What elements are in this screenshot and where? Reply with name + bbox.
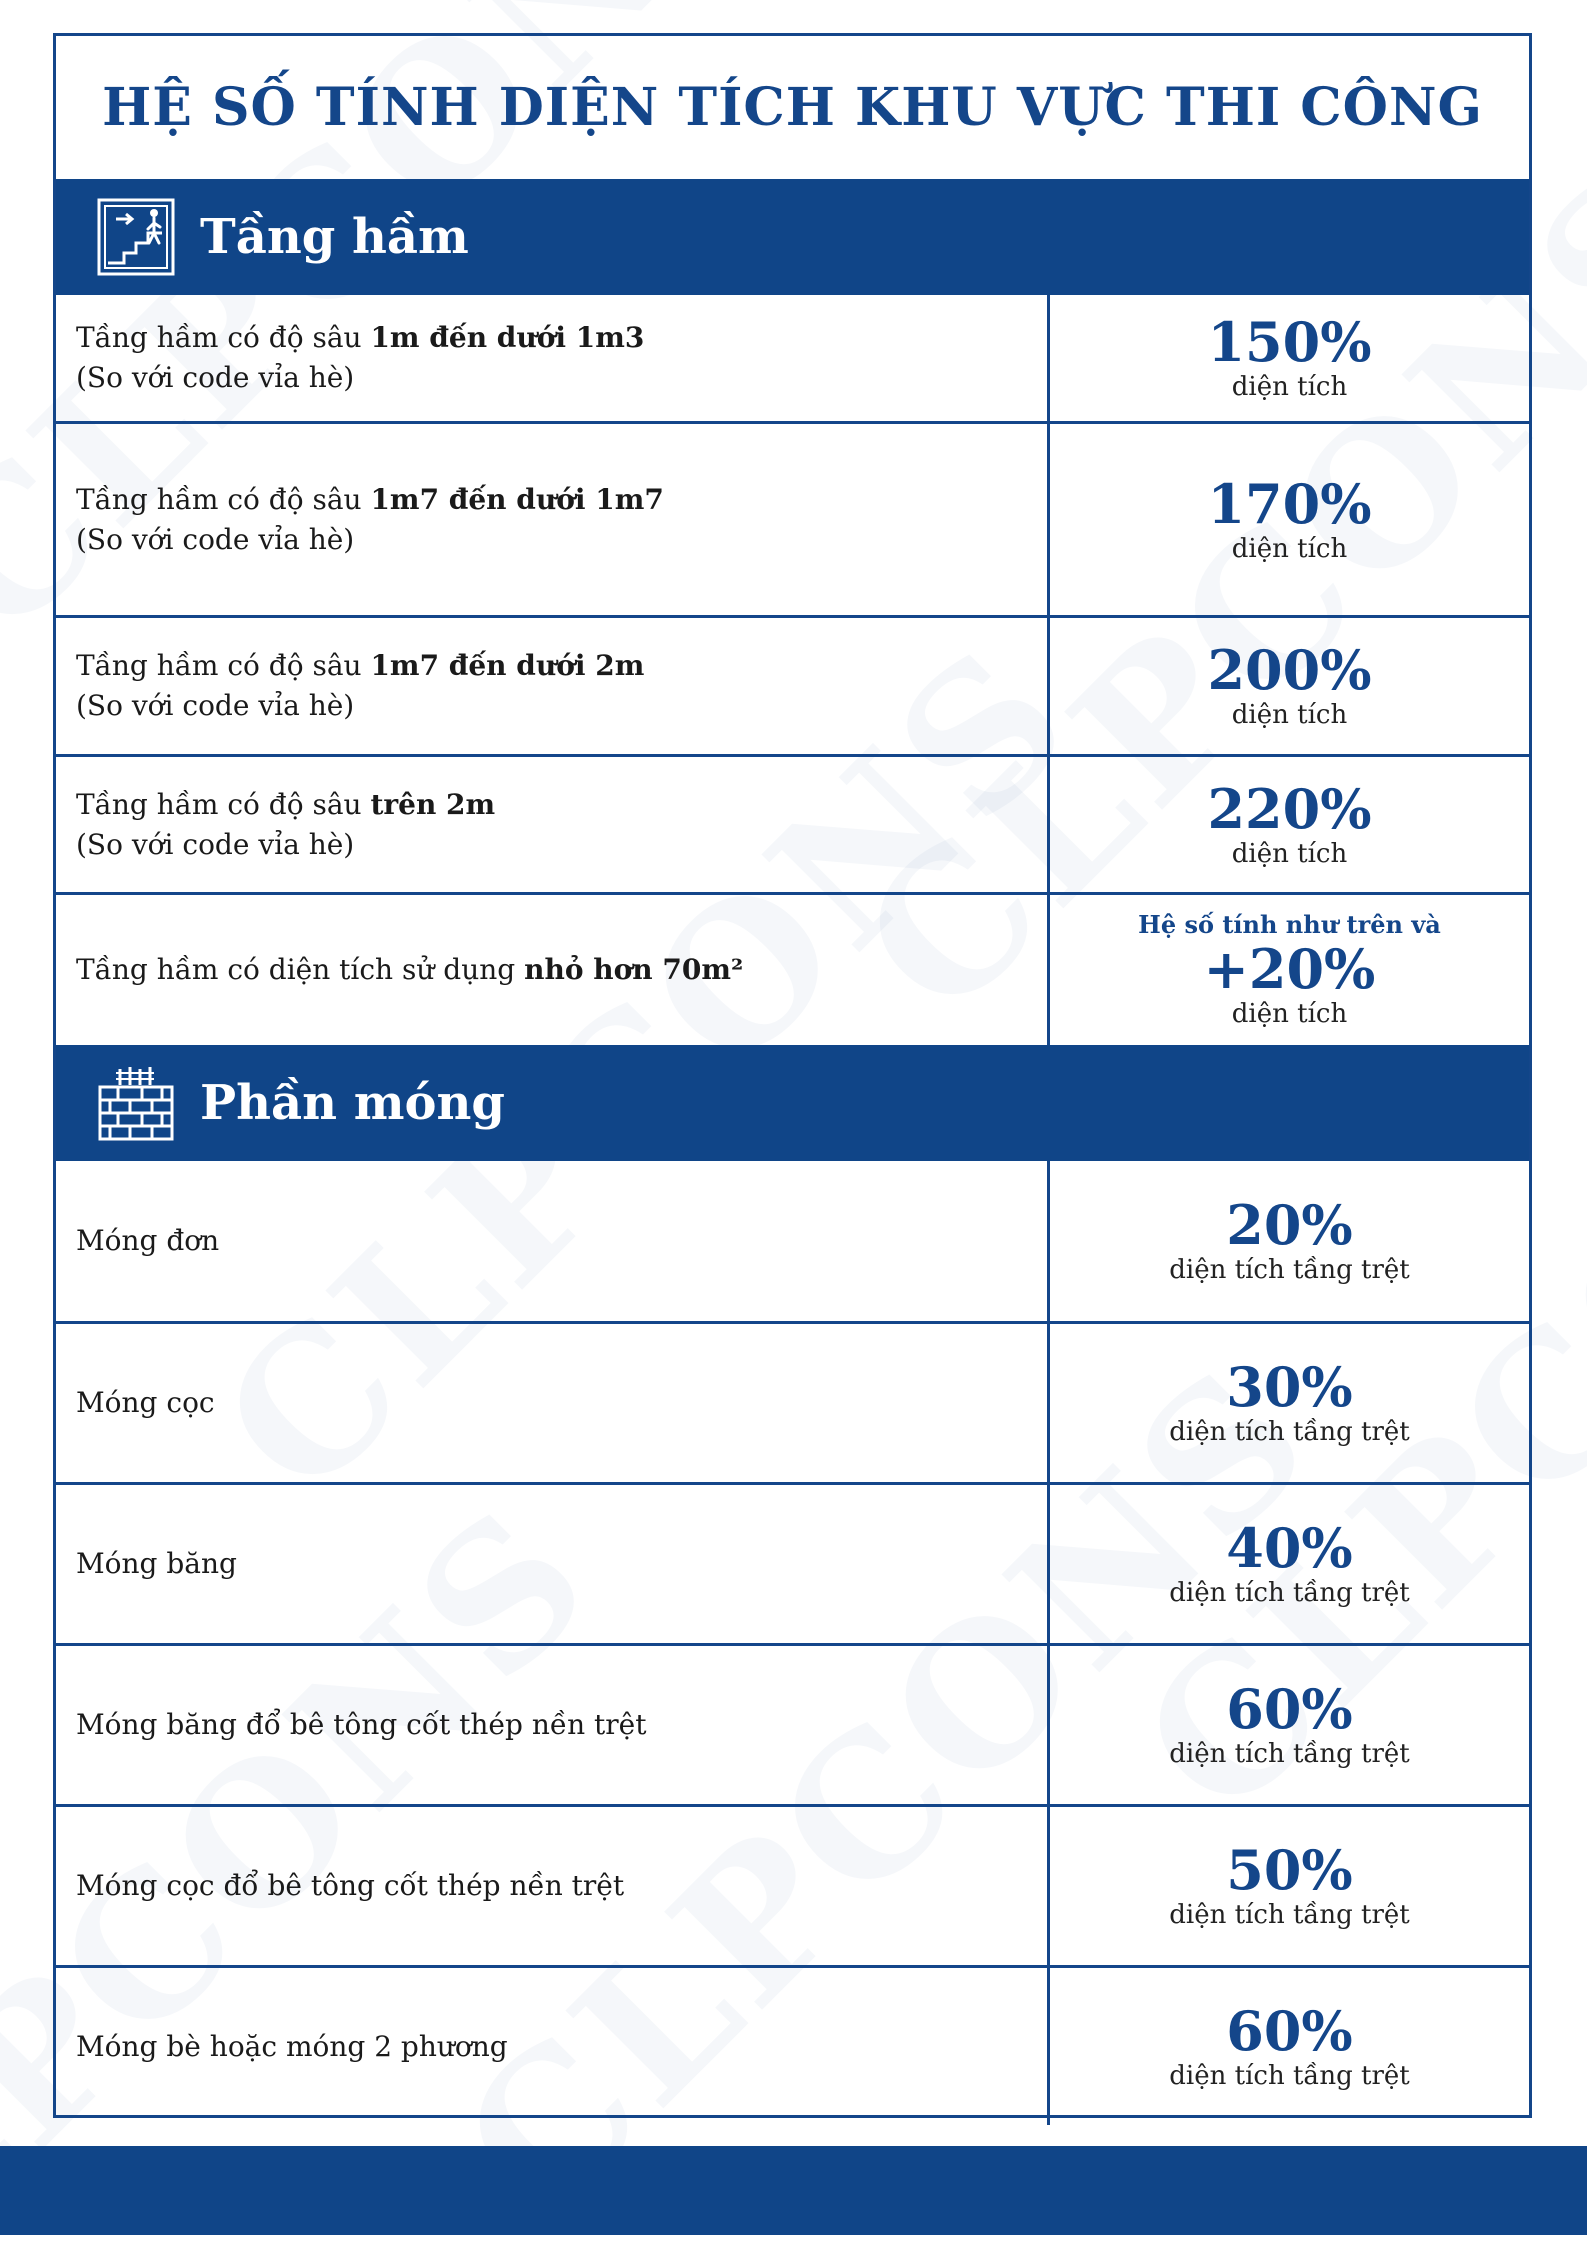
row-text: Tầng hầm có độ sâu bbox=[76, 649, 371, 682]
row-description bbox=[56, 1324, 1050, 1482]
row-description bbox=[56, 424, 1050, 615]
percent-unit: diện tích bbox=[1231, 999, 1348, 1029]
row-text: Tầng hầm có độ sâu bbox=[76, 321, 371, 354]
row-text: Móng băng bbox=[76, 1547, 237, 1580]
row-value bbox=[1050, 618, 1529, 754]
table-row bbox=[56, 1965, 1529, 2125]
row-subtext: (So với code vỉa hè) bbox=[76, 361, 355, 394]
section-title-basement: Tầng hầm bbox=[200, 209, 469, 265]
percent-unit: diện tích tầng trệt bbox=[1169, 1739, 1410, 1769]
percent-unit: diện tích bbox=[1231, 372, 1348, 402]
title-box bbox=[56, 36, 1529, 179]
brick-foundation-icon bbox=[96, 1063, 176, 1143]
row-value bbox=[1050, 424, 1529, 615]
coefficient-table bbox=[53, 33, 1532, 2118]
percent-unit: diện tích tầng trệt bbox=[1169, 1578, 1410, 1608]
section-header-basement bbox=[56, 179, 1529, 295]
row-description bbox=[56, 1161, 1050, 1321]
row-description bbox=[56, 1807, 1050, 1965]
percent-unit: diện tích tầng trệt bbox=[1169, 2060, 1410, 2091]
row-text: Móng cọc đổ bê tông cốt thép nền trệt bbox=[76, 1869, 625, 1902]
row-text: Tầng hầm có độ sâu bbox=[76, 787, 371, 821]
row-value bbox=[1050, 1807, 1529, 1965]
percent-value: 170% bbox=[1207, 471, 1372, 536]
percent-value: 200% bbox=[1207, 638, 1372, 702]
footer-bar bbox=[0, 2146, 1587, 2235]
percent-value: 60% bbox=[1226, 1998, 1353, 2063]
percent-unit: diện tích bbox=[1231, 533, 1348, 564]
row-description bbox=[56, 895, 1050, 1045]
table-row bbox=[56, 1643, 1529, 1804]
row-value bbox=[1050, 1485, 1529, 1643]
basement-stairs-icon bbox=[96, 197, 176, 277]
table-row bbox=[56, 1482, 1529, 1643]
row-description bbox=[56, 757, 1050, 892]
row-description bbox=[56, 295, 1050, 421]
row-text-bold: 1m đến dưới 1m3 bbox=[370, 321, 645, 354]
table-row bbox=[56, 754, 1529, 892]
percent-value: 20% bbox=[1226, 1193, 1353, 1257]
table-row bbox=[56, 1804, 1529, 1965]
percent-unit: diện tích bbox=[1231, 838, 1348, 869]
percent-unit: diện tích tầng trệt bbox=[1169, 1417, 1410, 1447]
percent-note: Hệ số tính như trên và bbox=[1138, 910, 1441, 939]
row-value bbox=[1050, 295, 1529, 421]
row-description bbox=[56, 1646, 1050, 1804]
table-row bbox=[56, 1161, 1529, 1321]
percent-value: 30% bbox=[1226, 1355, 1353, 1419]
table-row bbox=[56, 421, 1529, 615]
row-text-bold: 1m7 đến dưới 2m bbox=[370, 649, 645, 682]
percent-unit: diện tích tầng trệt bbox=[1169, 1900, 1410, 1930]
percent-value: 220% bbox=[1207, 776, 1372, 841]
percent-value: 50% bbox=[1226, 1838, 1353, 1902]
percent-value: 60% bbox=[1226, 1677, 1353, 1741]
row-text-bold: trên 2m bbox=[370, 787, 496, 821]
row-subtext: (So với code vỉa hè) bbox=[76, 827, 355, 861]
row-value bbox=[1050, 1161, 1529, 1321]
percent-unit: diện tích tầng trệt bbox=[1169, 1255, 1410, 1285]
row-value bbox=[1050, 895, 1529, 1045]
row-text: Tầng hầm có diện tích sử dụng bbox=[76, 953, 525, 986]
row-value bbox=[1050, 1324, 1529, 1482]
row-text-bold: 1m7 đến dưới 1m7 bbox=[370, 482, 664, 516]
section-header-foundation bbox=[56, 1045, 1529, 1161]
row-description bbox=[56, 1968, 1050, 2125]
percent-value: +20% bbox=[1203, 937, 1376, 1001]
row-text-bold: nhỏ hơn 70m² bbox=[524, 953, 744, 986]
row-subtext: (So với code vỉa hè) bbox=[76, 522, 355, 556]
percent-value: 40% bbox=[1226, 1516, 1353, 1580]
row-value bbox=[1050, 1646, 1529, 1804]
table-row bbox=[56, 295, 1529, 421]
row-text: Móng đơn bbox=[76, 1224, 220, 1257]
table-row bbox=[56, 615, 1529, 754]
row-text: Móng cọc bbox=[76, 1386, 215, 1419]
row-text: Tầng hầm có độ sâu bbox=[76, 482, 371, 516]
row-text: Móng bè hoặc móng 2 phương bbox=[76, 2029, 508, 2063]
row-description bbox=[56, 1485, 1050, 1643]
row-text: Móng băng đổ bê tông cốt thép nền trệt bbox=[76, 1708, 647, 1741]
percent-unit: diện tích bbox=[1231, 700, 1348, 730]
row-description bbox=[56, 618, 1050, 754]
row-value bbox=[1050, 757, 1529, 892]
row-value bbox=[1050, 1968, 1529, 2125]
percent-value: 150% bbox=[1207, 310, 1372, 374]
row-subtext: (So với code vỉa hè) bbox=[76, 689, 355, 722]
table-row bbox=[56, 892, 1529, 1045]
page-title: HỆ SỐ TÍNH DIỆN TÍCH KHU VỰC THI CÔNG bbox=[102, 77, 1483, 138]
section-title-foundation: Phần móng bbox=[200, 1075, 505, 1131]
table-row bbox=[56, 1321, 1529, 1482]
